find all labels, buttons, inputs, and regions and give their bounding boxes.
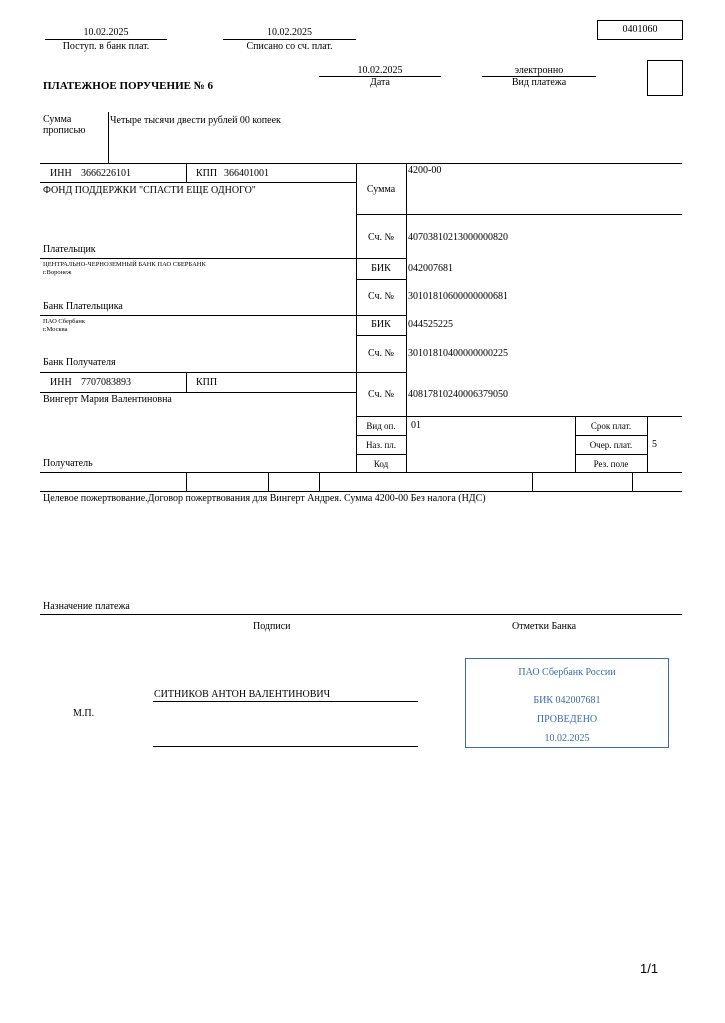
bank-stamp [465, 658, 669, 748]
grid-line [356, 279, 406, 280]
op-type-label: Вид оп. [366, 421, 396, 431]
grid-line [532, 472, 533, 491]
order-date-label: Дата [370, 77, 390, 88]
grid-line [40, 163, 682, 164]
payer-name: ФОНД ПОДДЕРЖКИ "СПАСТИ ЕЩЕ ОДНОГО" [43, 185, 256, 196]
grid-line [186, 163, 187, 182]
payer-inn: 3666226101 [81, 168, 131, 179]
signature-line [153, 701, 418, 702]
grid-line [40, 372, 406, 373]
payer-kpp: 366401001 [224, 168, 269, 179]
signer-name: СИТНИКОВ АНТОН ВАЛЕНТИНОВИЧ [154, 689, 331, 700]
grid-line [40, 258, 406, 259]
sum-words-value: Четыре тысячи двести рублей 00 копеек [110, 115, 281, 126]
payee-inn: 7707083893 [81, 377, 131, 388]
priority: 5 [652, 439, 657, 450]
grid-line [40, 392, 356, 393]
grid-line [40, 315, 406, 316]
payee-inn-label: ИНН [50, 377, 72, 388]
stamp-label: М.П. [73, 708, 95, 719]
op-type: 01 [411, 420, 421, 431]
purpose-text: Целевое пожертвование.Договор пожертвования для Вингерт Андрея. Сумма 4200-00 Без налога (НДС) [43, 493, 486, 504]
payee-bank-account-label: Сч. № [367, 348, 395, 359]
bank-marks-label: Отметки Банка [512, 621, 577, 632]
page-title: ПЛАТЕЖНОЕ ПОРУЧЕНИЕ № 6 [43, 80, 214, 92]
bank-received-date: 10.02.2025 [83, 27, 129, 38]
divider [40, 614, 682, 615]
grid-line [647, 416, 648, 472]
payer-bank-bik-label: БИК [371, 263, 391, 274]
stamp-date: 10.02.2025 [544, 733, 590, 744]
payee-bank-bik-label: БИК [371, 319, 391, 330]
payee-account: 40817810240006379050 [408, 389, 508, 400]
debited-label: Списано со сч. плат. [246, 41, 333, 52]
payee-bank-bik: 044525225 [408, 319, 453, 330]
grid-line [406, 163, 407, 472]
grid-line [40, 491, 682, 492]
grid-line [575, 454, 647, 455]
form-code-box [597, 20, 683, 40]
code-label: Код [373, 459, 389, 469]
purpose-label: Назначение платежа [43, 601, 130, 612]
signatures-label: Подписи [253, 621, 291, 632]
stamp-status: ПРОВЕДЕНО [536, 714, 598, 725]
grid-line [40, 472, 682, 473]
stamp-bik: БИК 042007681 [533, 695, 601, 706]
stamp-bank: ПАО Сбербанк России [518, 667, 616, 678]
due-date-label: Срок плат. [590, 421, 632, 431]
payer-bank-account-label: Сч. № [367, 291, 395, 302]
grid-line [40, 182, 356, 183]
grid-line [575, 435, 647, 436]
bank-received-label: Поступ. в банк плат. [62, 41, 150, 52]
payer-bank-account: 30101810600000000681 [408, 291, 508, 302]
payee-bank-label: Банк Получателя [43, 357, 116, 368]
payee-bank-account: 30101810400000000225 [408, 348, 508, 359]
payee-name: Вингерт Мария Валентиновна [43, 394, 172, 405]
payer-account-label: Сч. № [367, 232, 395, 243]
payer-bank-label: Банк Плательщика [43, 301, 123, 312]
sum-label: Сумма [366, 184, 396, 195]
sum-words-label-1: Сумма [43, 114, 72, 125]
res-field-label: Рез. поле [593, 459, 629, 469]
payer-bank-name: ЦЕНТРАЛЬНО-ЧЕРНОЗЕМНЫЙ БАНК ПАО СБЕРБАНК [43, 261, 206, 268]
divider [223, 39, 356, 40]
payment-type-label: Вид платежа [511, 77, 567, 88]
order-date: 10.02.2025 [357, 65, 403, 76]
priority-label: Очер. плат. [589, 440, 633, 450]
payee-bank-city: г.Москва [43, 326, 68, 333]
payer-bank-city: г.Воронеж [43, 269, 72, 276]
payment-type: электронно [514, 65, 564, 76]
payee-label: Получатель [43, 458, 93, 469]
divider [45, 39, 167, 40]
debited-date: 10.02.2025 [267, 27, 312, 38]
payee-bank-name: ПАО Сбербанк [43, 318, 85, 325]
payer-label: Плательщик [43, 244, 96, 255]
grid-line [356, 416, 682, 417]
form-code: 0401060 [622, 24, 658, 35]
grid-line [319, 472, 320, 491]
payee-account-label: Сч. № [367, 389, 395, 400]
divider [108, 112, 109, 163]
sum-value: 4200-00 [408, 165, 442, 176]
grid-line [356, 435, 406, 436]
payer-account: 40703810213000000820 [408, 232, 508, 243]
page-number: 1/1 [640, 961, 659, 976]
grid-line [356, 454, 406, 455]
grid-line [186, 372, 187, 392]
signature-line [153, 746, 418, 747]
grid-line [356, 335, 406, 336]
purpose-code-label: Наз. пл. [365, 440, 397, 450]
payer-bank-bik: 042007681 [408, 263, 453, 274]
grid-line [268, 472, 269, 491]
payee-kpp-label: КПП [196, 377, 218, 388]
sum-words-label-2: прописью [43, 125, 86, 136]
grid-line [186, 472, 187, 491]
grid-line [356, 214, 682, 215]
payer-inn-label: ИНН [50, 168, 72, 179]
grid-line [632, 472, 633, 491]
payer-kpp-label: КПП [196, 168, 218, 179]
status-box [647, 60, 683, 96]
